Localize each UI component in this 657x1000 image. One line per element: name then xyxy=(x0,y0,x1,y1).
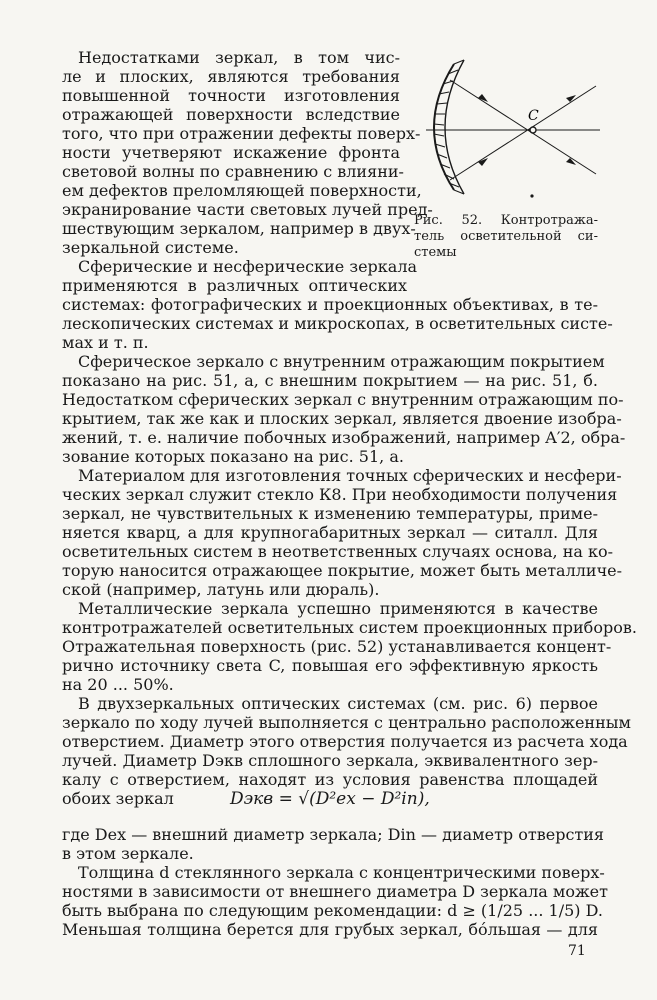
text-line: ем дефектов преломляющей поверхности, xyxy=(62,181,422,200)
text-line: ческих зеркал служит стекло К8. При необходимости получения xyxy=(62,485,618,504)
text-line: Сферическое зеркало с внутренним отражающим покрытием xyxy=(78,352,605,371)
text-line: показано на рис. 51, а, с внешним покрытием — на рис. 51, б. xyxy=(62,371,598,390)
text-line: рично источнику света C, повышая его эффективную яркость xyxy=(62,656,598,675)
text-line: шествующим зеркалом, например в двух- xyxy=(62,219,416,238)
text-line: калу с отверстием, находят из условия равенства площадей xyxy=(62,770,598,789)
text-line: жений, т. е. наличие побочных изображений, например A′2, обра- xyxy=(62,428,626,447)
text-line: Сферические и несферические зеркала xyxy=(78,257,418,276)
text-line: световой волны по сравнению с влияни- xyxy=(62,162,404,181)
text-line: системах: фотографических и проекционных объективах, в те- xyxy=(62,295,598,314)
text-line: Толщина d стеклянного зеркала с концентрическими поверх- xyxy=(78,863,605,882)
text-line: отверстием. Диаметр этого отверстия получается из расчета хода xyxy=(62,732,628,751)
text-line: лескопических системах и микроскопах, в осветительных систе- xyxy=(62,314,613,333)
figure-52-diagram xyxy=(410,50,610,210)
text-line: В двухзеркальных оптических системах (см. рис. 6) первое xyxy=(78,694,598,713)
text-line: применяются в различных оптических xyxy=(62,276,407,295)
arrow-4 xyxy=(566,95,576,102)
text-line: торую наносится отражающее покрытие, может быть металличе- xyxy=(62,561,623,580)
text-line: того, что при отражении дефекты поверх- xyxy=(62,124,421,143)
text-line: быть выбрана по следующим рекомендации: d ≥ (1/25 ... 1/5) D. xyxy=(62,901,603,920)
ray-lower xyxy=(450,86,596,180)
point-c xyxy=(530,127,536,133)
text-line: лучей. Диаметр Dэкв сплошного зеркала, эквивалентного зер- xyxy=(62,751,598,770)
mirror-back xyxy=(445,60,464,194)
text-line: отражающей поверхности вследствие xyxy=(62,105,400,124)
figure-caption-line: Рис. 52. Контротража- xyxy=(414,213,598,228)
text-line: зеркало по ходу лучей выполняется с центрально расположенным xyxy=(62,713,631,732)
text-line: где Dex — внешний диаметр зеркала; Din — диаметр отверстия xyxy=(62,825,605,844)
figure-caption-line: стемы xyxy=(414,245,457,260)
dot-mark xyxy=(530,194,533,197)
formula-equivalent-diameter: Dэкв = √(D²ex − D²in), xyxy=(230,789,430,809)
text-line: осветительных систем в неответственных случаях основа, на ко- xyxy=(62,542,614,561)
text-line: Меньшая толщина берется для грубых зеркал, бо́льшая — для xyxy=(62,920,598,939)
text-line: ностями в зависимости от внешнего диаметра D зеркала может xyxy=(62,882,608,901)
text-line: зование которых показано на рис. 51, а. xyxy=(62,447,404,466)
mirror-arc xyxy=(434,64,454,190)
text-line: зеркальной системе. xyxy=(62,238,239,257)
text-line: Недостатком сферических зеркал с внутренним отражающим по- xyxy=(62,390,624,409)
text-line: Отражательная поверхность (рис. 52) устанавливается концент- xyxy=(62,637,612,656)
page-number: 71 xyxy=(568,943,586,959)
text-line: ности учетверяют искажение фронта xyxy=(62,143,400,162)
text-line: обоих зеркал xyxy=(62,789,174,808)
text-line: в этом зеркале. xyxy=(62,844,194,863)
text-line: Недостатками зеркал, в том чис- xyxy=(78,48,400,67)
arrow-3 xyxy=(566,158,576,165)
text-line: мах и т. п. xyxy=(62,333,149,352)
text-line: Материалом для изготовления точных сферических и несфери- xyxy=(78,466,622,485)
text-line: Металлические зеркала успешно применяются в качестве xyxy=(78,599,598,618)
figure-caption-line: тель осветительной си- xyxy=(414,229,598,244)
text-line: контротражателей осветительных систем проекционных приборов. xyxy=(62,618,637,637)
text-line: няется кварц, а для крупногабаритных зеркал — ситалл. Для xyxy=(62,523,598,542)
text-line: ле и плоских, являются требования xyxy=(62,67,400,86)
text-line: крытием, так же как и плоских зеркал, является двоение изобра- xyxy=(62,409,622,428)
point-c-label: C xyxy=(528,108,539,124)
text-line: повышенной точности изготовления xyxy=(62,86,400,105)
text-line: на 20 ... 50%. xyxy=(62,675,174,694)
ray-upper xyxy=(450,80,596,174)
text-line: экранирование части световых лучей пред- xyxy=(62,200,433,219)
text-line: зеркал, не чувствительных к изменению температуры, приме- xyxy=(62,504,598,523)
text-line: ской (например, латунь или дюраль). xyxy=(62,580,380,599)
